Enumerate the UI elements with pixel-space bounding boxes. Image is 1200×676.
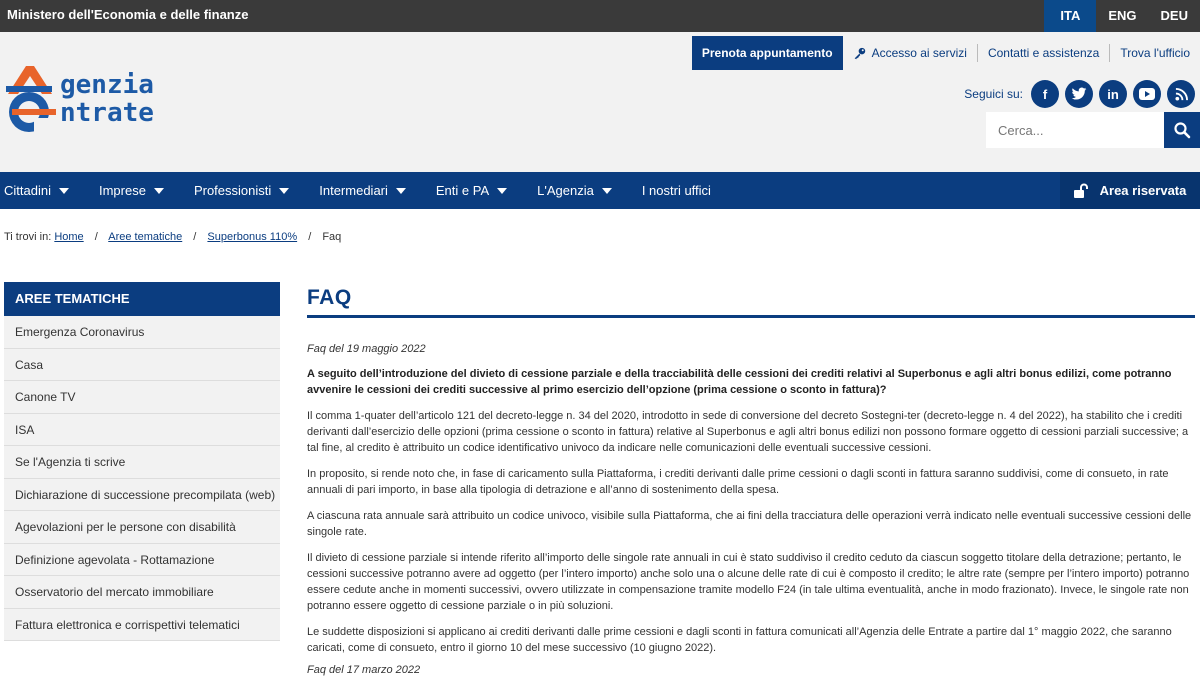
- nav-label: Enti e PA: [435, 183, 490, 198]
- sidebar-item-casa[interactable]: Casa: [4, 349, 280, 382]
- sidebar-item-osservatorio-mercato[interactable]: Osservatorio del mercato immobiliare: [4, 576, 280, 609]
- nav-label: Imprese: [98, 183, 146, 198]
- breadcrumb-separator: /: [94, 231, 98, 243]
- linkedin-icon[interactable]: in: [1099, 80, 1127, 108]
- nav-enti-pa[interactable]: [432, 183, 507, 198]
- faq-paragraph: In proposito, si rende noto che, in fase di caricamento sulla Piattaforma, i crediti derivanti dalle prime cessioni o dagli sconti in fattura saranno suddivisi, come di consueto, in rate annuali di pari importo, in base alla tipologia di detrazione e all’anno di sostenimento della spesa.: [307, 468, 1169, 496]
- contatti-assistenza-link[interactable]: Contatti e assistenza: [977, 44, 1109, 62]
- nav-nostri-uffici[interactable]: [638, 183, 711, 198]
- breadcrumb-prefix: Ti trovi in:: [4, 231, 52, 243]
- nav-label: L'Agenzia: [537, 183, 594, 198]
- nav-professionisti[interactable]: [190, 183, 289, 198]
- nav-agenzia[interactable]: [533, 183, 612, 198]
- accesso-servizi-link[interactable]: [843, 44, 977, 62]
- breadcrumb-current: Faq: [322, 231, 342, 243]
- site-header: [0, 32, 1200, 172]
- faq-paragraph: Le suddette disposizioni si applicano ai crediti derivanti dalle prime cessioni e dagli sconti in fattura comunicati all’Agenzia delle Entrate a partire dal 1° maggio 2022, che saranno caricati, come di consueto, entro il giorno 10 del mese successivo (10 giugno 2022).: [307, 626, 1172, 654]
- breadcrumb-separator: /: [308, 231, 312, 243]
- sidebar-item-emergenza-coronavirus[interactable]: Emergenza Coronavirus: [4, 316, 280, 349]
- search-icon: [1174, 122, 1190, 138]
- faq-paragraph: Il comma 1-quater dell’articolo 121 del decreto-legge n. 34 del 2020, introdotto in sede di conversione del decreto Sostegni-ter (decreto-legge n. 4 del 2022), ha stabilito che i crediti derivanti dall’esercizio delle opzioni (prima cessione o sconto in fattura) relative al Superbonus e agli altri bonus edilizi non possono formare oggetto di cessioni parziali successive; a tal fine, al credito è attribuito un codice identificativo univoco da indicare nelle comunicazioni delle eventuali successive cessioni.: [307, 410, 1189, 454]
- rss-icon[interactable]: [1167, 80, 1195, 108]
- trova-ufficio-link[interactable]: Trova l'ufficio: [1109, 44, 1200, 62]
- sidebar-title: AREE TEMATICHE: [4, 282, 280, 316]
- breadcrumb-superbonus[interactable]: Superbonus 110%: [207, 231, 298, 243]
- sidebar-item-canone-tv[interactable]: Canone TV: [4, 381, 280, 414]
- logo-emblem-icon: [4, 64, 60, 134]
- social-label: Seguici su:: [964, 87, 1023, 101]
- prenota-appuntamento-button[interactable]: Prenota appuntamento: [692, 36, 843, 70]
- title-divider: [307, 315, 1195, 318]
- nav-cittadini[interactable]: [0, 183, 69, 198]
- accesso-servizi-label: Accesso ai servizi: [871, 46, 967, 60]
- search-input[interactable]: [986, 112, 1164, 148]
- nav-label: Intermediari: [319, 183, 388, 198]
- faq-question: A seguito dell’introduzione del divieto di cessione parziale e della tracciabilità delle cessioni dei crediti relativi al Superbonus e agli altri bonus edilizi, come potranno avvenire le cessioni dei crediti successive al primo esercizio dell’opzione (prima cessione o sconto in fattura)?: [307, 368, 1172, 396]
- nav-intermediari[interactable]: [315, 183, 406, 198]
- caret-down-icon: [279, 188, 289, 194]
- faq-paragraph: A ciascuna rata annuale sarà attribuito un codice univoco, visibile sulla Piattaforma, che ai fini della tracciatura delle operazioni verrà indicato nelle eventuali successive cessioni delle singole rate.: [307, 510, 1192, 538]
- unlock-icon: [1074, 184, 1090, 198]
- breadcrumb-home[interactable]: Home: [54, 231, 84, 243]
- key-icon: [853, 47, 866, 60]
- nav-imprese[interactable]: [95, 183, 164, 198]
- breadcrumb-aree-tematiche[interactable]: Aree tematiche: [108, 231, 183, 243]
- social-links: [964, 80, 1195, 108]
- language-switcher: [1044, 0, 1200, 32]
- lang-ita[interactable]: ITA: [1044, 0, 1096, 32]
- caret-down-icon: [396, 188, 406, 194]
- sidebar-item-definizione-agevolata[interactable]: Definizione agevolata - Rottamazione: [4, 544, 280, 577]
- caret-down-icon: [59, 188, 69, 194]
- utility-links: [692, 36, 1200, 70]
- area-riservata-label: Area riservata: [1099, 183, 1187, 198]
- caret-down-icon: [154, 188, 164, 194]
- nav-label: Professionisti: [193, 183, 272, 198]
- nav-label: Cittadini: [4, 183, 51, 198]
- youtube-icon[interactable]: [1133, 80, 1161, 108]
- page-title: FAQ: [307, 286, 352, 309]
- search-button[interactable]: [1164, 112, 1200, 148]
- faq-paragraph: Il divieto di cessione parziale si intende riferito all’importo delle singole rate annuali in cui è stato suddiviso il credito ceduto da ciascun soggetto titolare della detrazione; pertanto, le cessioni successive potranno avere ad oggetto (per l’intero importo) anche solo una o alcune delle rate di cui è composto il credito; le altre rate (sempre per l’intero importo) potranno essere cedute anche in momenti successivi, ovvero utilizzate in compensazione tramite modello F24 (in tale ultima eventualità, anche in modo frazionato). Invece, le singole rate non potranno essere oggetto di cessione parziale o in più soluzioni.: [307, 552, 1190, 612]
- nav-label: I nostri uffici: [641, 183, 711, 198]
- facebook-icon[interactable]: f: [1031, 80, 1059, 108]
- top-bar: [0, 0, 1200, 32]
- lang-deu[interactable]: DEU: [1160, 8, 1188, 23]
- breadcrumb: [4, 231, 341, 243]
- faq-date: Faq del 19 maggio 2022: [307, 343, 426, 355]
- faq-next-date: Faq del 17 marzo 2022: [307, 664, 421, 676]
- lang-eng[interactable]: ENG: [1108, 8, 1137, 23]
- sidebar-item-agenzia-ti-scrive[interactable]: Se l'Agenzia ti scrive: [4, 446, 280, 479]
- sidebar-item-isa[interactable]: ISA: [4, 414, 280, 447]
- caret-down-icon: [602, 188, 612, 194]
- aree-tematiche-sidebar: [4, 282, 280, 641]
- logo-word-entrate: ntrate: [60, 98, 154, 128]
- search-box: [986, 112, 1200, 148]
- sidebar-item-dichiarazione-successione[interactable]: Dichiarazione di successione precompilata (web): [4, 479, 280, 512]
- sidebar-item-agevolazioni-disabilita[interactable]: Agevolazioni per le persone con disabilità: [4, 511, 280, 544]
- twitter-icon[interactable]: [1065, 80, 1093, 108]
- main-nav: [0, 172, 1200, 209]
- logo-word-agenzia: genzia: [60, 70, 154, 100]
- breadcrumb-separator: /: [193, 231, 197, 243]
- sidebar-item-fattura-elettronica[interactable]: Fattura elettronica e corrispettivi telematici: [4, 609, 280, 642]
- agenzia-entrate-logo[interactable]: [4, 64, 204, 134]
- caret-down-icon: [497, 188, 507, 194]
- area-riservata-button[interactable]: [1060, 172, 1200, 209]
- ministry-link[interactable]: Ministero dell'Economia e delle finanze: [7, 7, 249, 22]
- main-content: [307, 282, 1195, 676]
